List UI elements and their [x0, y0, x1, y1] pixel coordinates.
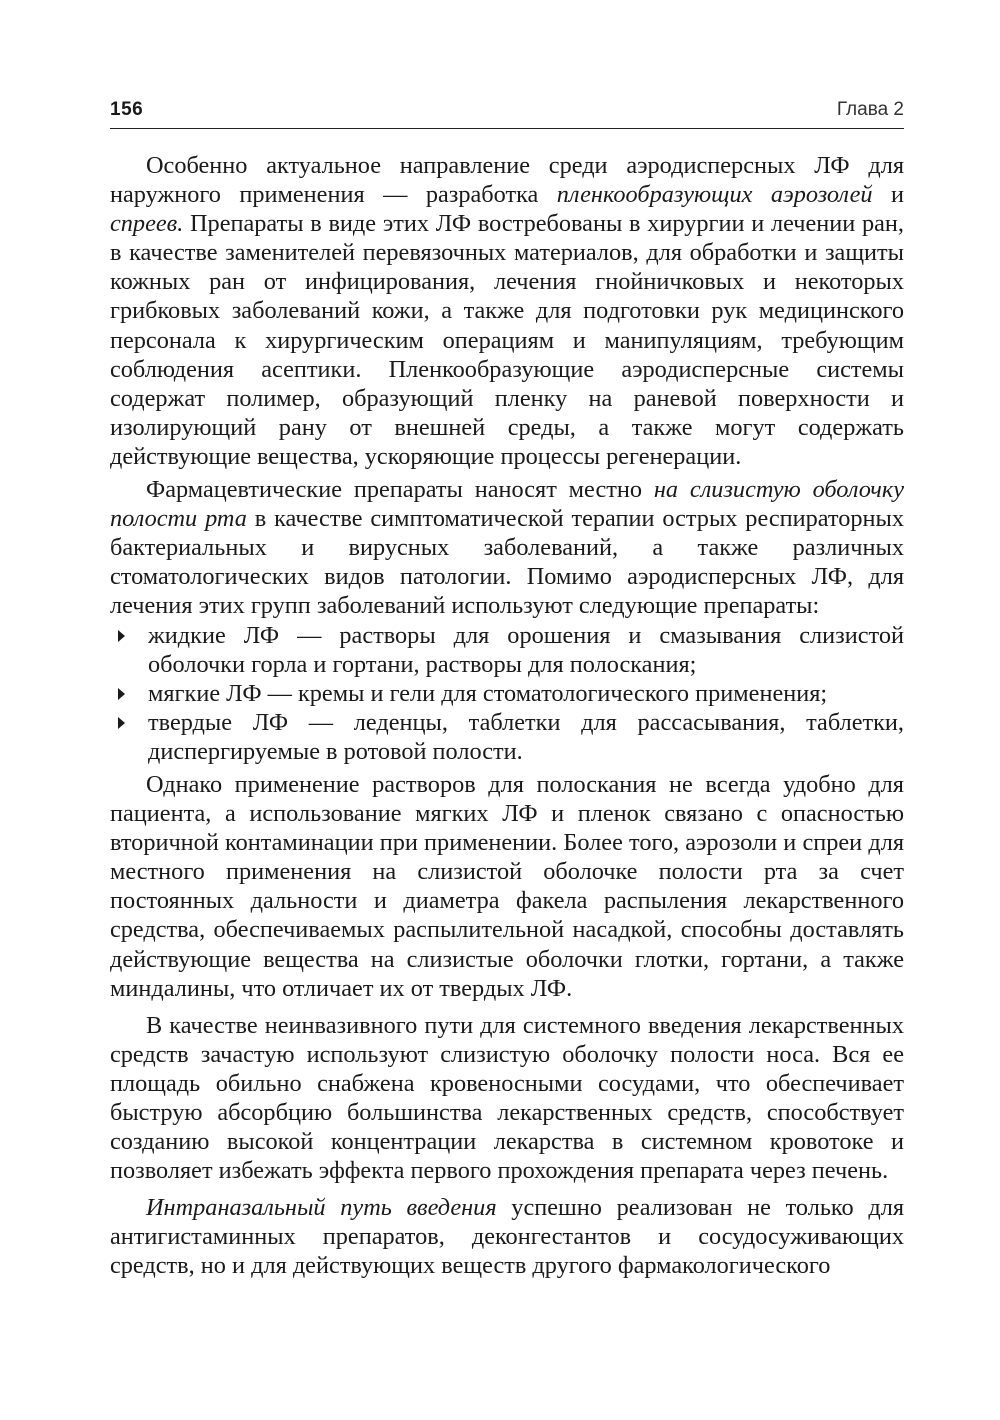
paragraph-text: успешно реализован не только для антигистаминных препаратов, деконгестантов и сосудосуживающих средств, но и для действующих веществ другого фармакологического: [110, 1194, 904, 1280]
page-number: 156: [110, 99, 144, 120]
list-item-text: твердые ЛФ — леденцы, таблетки для рассасывания, таблетки, диспергируемые в ротовой полости.: [148, 708, 904, 765]
emphasis-oral-mucosa: на слизистую оболочку полости рта: [110, 476, 904, 533]
list-item: [148, 621, 904, 679]
paragraph-text: и: [872, 181, 904, 209]
triangle-bullet-icon: [118, 717, 125, 729]
triangle-bullet-icon: [118, 630, 125, 642]
paragraph-oral-mucosa: [110, 475, 904, 620]
triangle-bullet-icon: [118, 688, 125, 700]
list-item: [148, 708, 904, 766]
list-item: [148, 679, 904, 708]
emphasis-film-aerosols: пленкообразующих аэрозолей: [556, 181, 873, 209]
paragraph-nasal-mucosa: В качестве неинвазивного пути для системного введения лекарственных средств зачастую используют слизистую оболочку полости носа. Вся ее площадь обильно снабжена кровеносными сосудами, что обеспечивает быструю абсорбцию большинства лекарственных средств, способствует созданию высокой концентрации лекарства в системном кровотоке и позволяет избежать эффекта первого прохождения препарата через печень.: [110, 1011, 904, 1185]
dosage-forms-list: [110, 621, 904, 766]
paragraph-text: в качестве симптоматической терапии острых респираторных бактериальных и вирусных заболеваний, а также различных стоматологических видов патологии. Помимо аэродисперсных ЛФ, для лечения этих групп заболеваний используют следующие препараты:: [110, 505, 904, 620]
paragraph-text: Препараты в виде этих ЛФ востребованы в хирургии и лечении ран, в качестве заменителей перевязочных материалов, для обработки и защиты кожных ран от инфицирования, лечения гнойничковых и некоторых грибковых заболеваний кожи, а также для подготовки рук медицинского персонала к хирургическим операциям и манипуляциям, требующим соблюдения асептики. Пленкообразующие аэродисперсные системы содержат полимер, образующий пленку на раневой поверхности и изолирующий рану от внешней среды, а также могут содержать действующие вещества, ускоряющие процессы регенерации.: [110, 210, 904, 470]
book-page: [110, 98, 904, 1281]
paragraph-rinse-limitations: Однако применение растворов для полоскания не всегда удобно для пациента, а использование мягких ЛФ и пленок связано с опасностью вторичной контаминации при применении. Более того, аэрозоли и спреи для местного применения на слизистой оболочке полости рта за счет постоянных дальности и диаметра факела распыления лекарственного средства, обеспечиваемых распылительной насадкой, способны доставлять действующие вещества на слизистые оболочки глотки, гортани, а также миндалины, что отличает их от твердых ЛФ.: [110, 770, 904, 1002]
paragraph-text: Особенно актуальное направление среди аэродисперсных ЛФ для наружного применения — разработка: [110, 152, 904, 209]
running-header: [110, 98, 904, 129]
body-text: [110, 151, 904, 1281]
emphasis-sprays: спреев.: [110, 210, 184, 238]
paragraph-text: Фармацевтические препараты наносят местно: [146, 476, 654, 504]
emphasis-intranasal-route: Интраназальный путь введения: [146, 1194, 497, 1222]
list-item-text: мягкие ЛФ — кремы и гели для стоматологического применения;: [148, 679, 828, 707]
paragraph-intranasal-route: [110, 1193, 904, 1280]
paragraph-aerosols: [110, 151, 904, 471]
list-item-text: жидкие ЛФ — растворы для орошения и смазывания слизистой оболочки горла и гортани, растворы для полоскания;: [148, 621, 904, 678]
chapter-title: Глава 2: [836, 99, 904, 120]
